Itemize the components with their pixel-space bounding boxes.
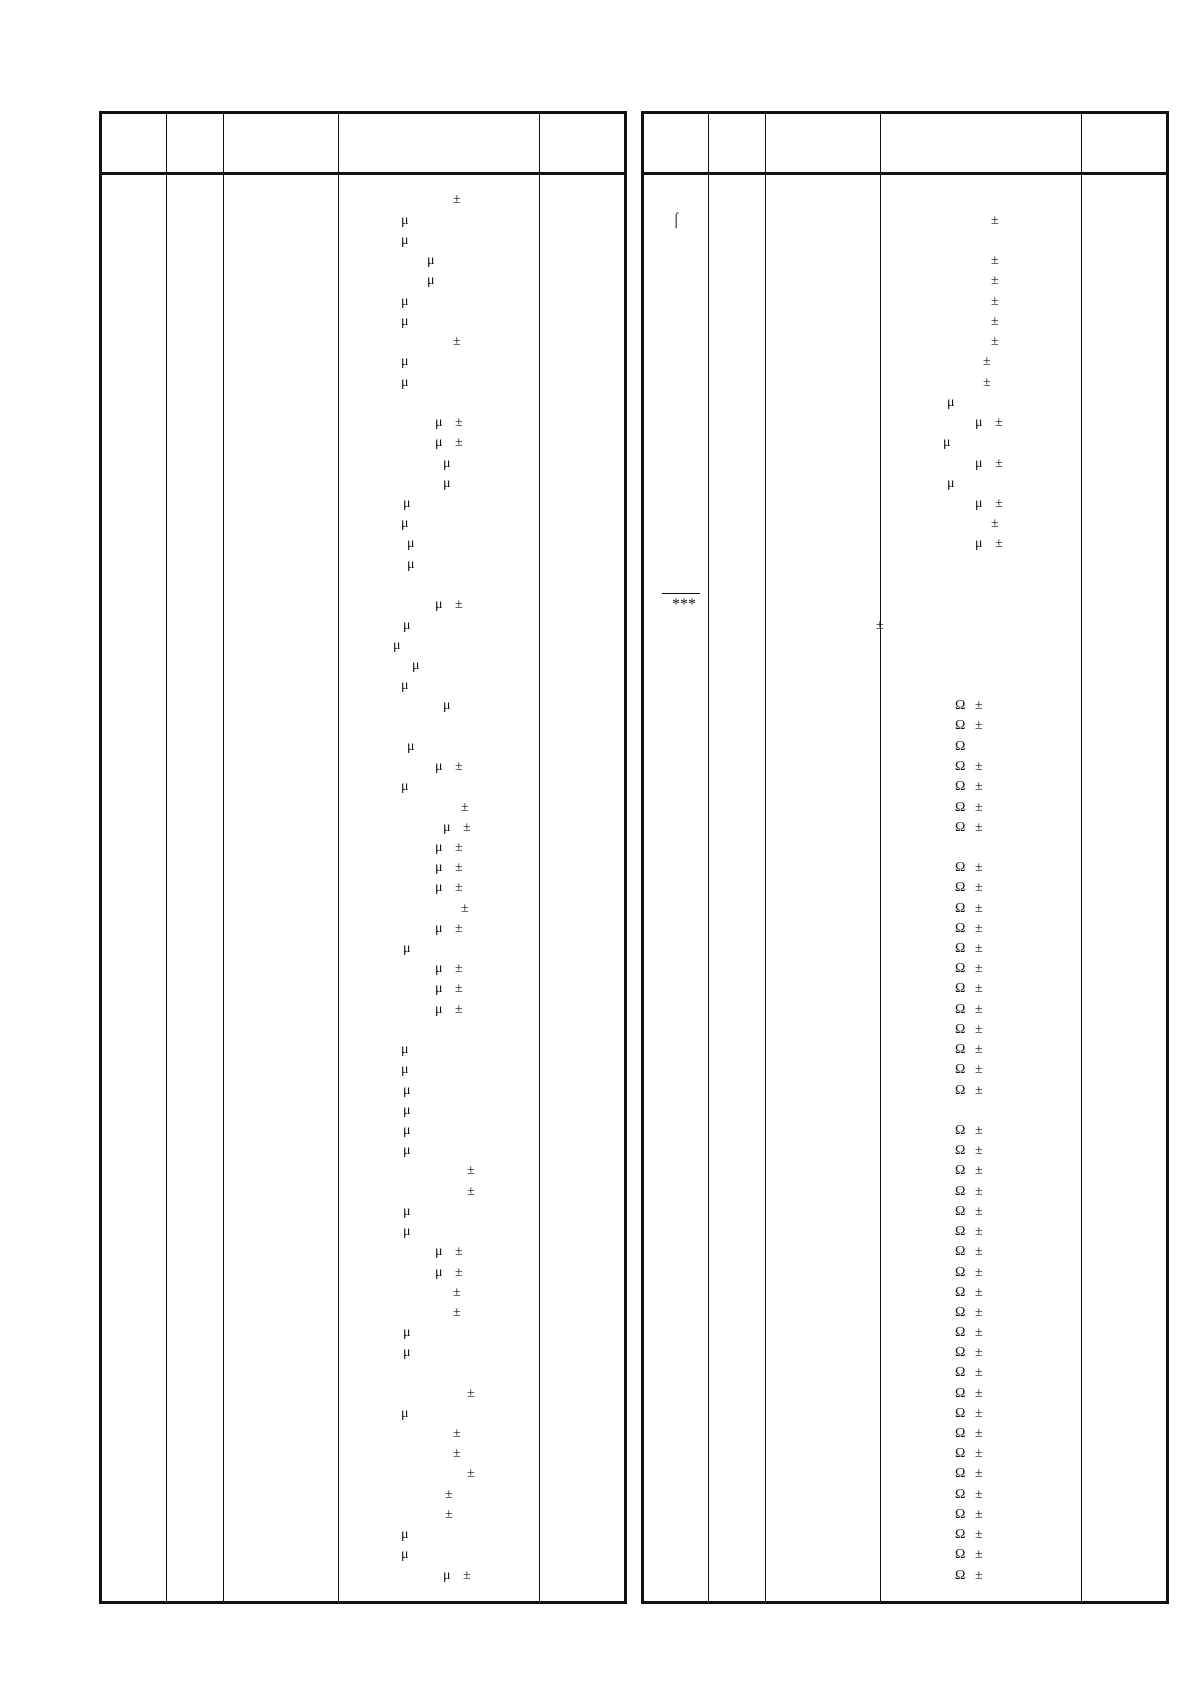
micro-symbol: μ bbox=[975, 456, 983, 471]
plus-minus-symbol: ± bbox=[975, 1386, 983, 1401]
micro-symbol: μ bbox=[975, 496, 983, 511]
plus-minus-symbol: ± bbox=[975, 1487, 983, 1502]
plus-minus-symbol: ± bbox=[975, 1527, 983, 1542]
plus-minus-symbol: ± bbox=[455, 1265, 463, 1280]
micro-symbol: μ bbox=[947, 395, 955, 410]
plus-minus-symbol: ± bbox=[975, 981, 983, 996]
plus-minus-symbol: ± bbox=[975, 860, 983, 875]
stars-note: *** bbox=[672, 596, 696, 613]
micro-symbol: μ bbox=[435, 961, 443, 976]
micro-symbol: μ bbox=[403, 1345, 411, 1360]
plus-minus-symbol: ± bbox=[467, 1163, 475, 1178]
plus-minus-symbol: ± bbox=[975, 1285, 983, 1300]
plus-minus-symbol: ± bbox=[975, 1426, 983, 1441]
plus-minus-symbol: ± bbox=[463, 1568, 471, 1583]
micro-symbol: μ bbox=[443, 1568, 451, 1583]
plus-minus-symbol: ± bbox=[975, 1042, 983, 1057]
micro-symbol: μ bbox=[943, 435, 951, 450]
micro-symbol: μ bbox=[403, 496, 411, 511]
plus-minus-symbol: ± bbox=[975, 759, 983, 774]
ohm-symbol: Ω bbox=[955, 1466, 966, 1481]
plus-minus-symbol: ± bbox=[467, 1466, 475, 1481]
integral-symbol: ⌠ bbox=[672, 213, 681, 228]
ohm-symbol: Ω bbox=[955, 1244, 966, 1259]
plus-minus-symbol: ± bbox=[461, 800, 469, 815]
micro-symbol: μ bbox=[403, 1103, 411, 1118]
plus-minus-symbol: ± bbox=[467, 1386, 475, 1401]
micro-symbol: μ bbox=[403, 941, 411, 956]
plus-minus-symbol: ± bbox=[975, 1163, 983, 1178]
micro-symbol: μ bbox=[435, 921, 443, 936]
plus-minus-symbol: ± bbox=[455, 435, 463, 450]
plus-minus-symbol: ± bbox=[975, 1466, 983, 1481]
plus-minus-symbol: ± bbox=[975, 1406, 983, 1421]
micro-symbol: μ bbox=[401, 233, 409, 248]
micro-symbol: μ bbox=[435, 880, 443, 895]
plus-minus-symbol: ± bbox=[453, 192, 461, 207]
micro-symbol: μ bbox=[412, 658, 420, 673]
ohm-symbol: Ω bbox=[955, 1265, 966, 1280]
micro-symbol: μ bbox=[401, 1547, 409, 1562]
ohm-symbol: Ω bbox=[955, 860, 966, 875]
micro-symbol: μ bbox=[435, 415, 443, 430]
plus-minus-symbol: ± bbox=[975, 1143, 983, 1158]
plus-minus-symbol: ± bbox=[995, 415, 1003, 430]
plus-minus-symbol: ± bbox=[455, 981, 463, 996]
plus-minus-symbol: ± bbox=[455, 1244, 463, 1259]
ohm-symbol: Ω bbox=[955, 1062, 966, 1077]
column-divider bbox=[166, 114, 167, 1601]
micro-symbol: μ bbox=[435, 759, 443, 774]
plus-minus-symbol: ± bbox=[463, 820, 471, 835]
ohm-symbol: Ω bbox=[955, 718, 966, 733]
micro-symbol: μ bbox=[403, 1204, 411, 1219]
ohm-symbol: Ω bbox=[955, 820, 966, 835]
plus-minus-symbol: ± bbox=[975, 1345, 983, 1360]
micro-symbol: μ bbox=[975, 536, 983, 551]
right-table-panel bbox=[641, 111, 1169, 1604]
ohm-symbol: Ω bbox=[955, 1285, 966, 1300]
ohm-symbol: Ω bbox=[955, 880, 966, 895]
ohm-symbol: Ω bbox=[955, 1527, 966, 1542]
plus-minus-symbol: ± bbox=[445, 1507, 453, 1522]
ohm-symbol: Ω bbox=[955, 1547, 966, 1562]
ohm-symbol: Ω bbox=[955, 1406, 966, 1421]
plus-minus-symbol: ± bbox=[455, 860, 463, 875]
column-divider bbox=[1081, 114, 1082, 1601]
left-table-panel bbox=[99, 111, 627, 1604]
ohm-symbol: Ω bbox=[955, 1224, 966, 1239]
plus-minus-symbol: ± bbox=[445, 1487, 453, 1502]
plus-minus-symbol: ± bbox=[453, 1305, 461, 1320]
micro-symbol: μ bbox=[401, 1527, 409, 1542]
micro-symbol: μ bbox=[443, 820, 451, 835]
micro-symbol: μ bbox=[435, 981, 443, 996]
plus-minus-symbol: ± bbox=[975, 1083, 983, 1098]
header-divider bbox=[644, 172, 1166, 175]
micro-symbol: μ bbox=[401, 516, 409, 531]
ohm-symbol: Ω bbox=[955, 941, 966, 956]
plus-minus-symbol: ± bbox=[975, 1568, 983, 1583]
plus-minus-symbol: ± bbox=[975, 800, 983, 815]
micro-symbol: μ bbox=[403, 1224, 411, 1239]
plus-minus-symbol: ± bbox=[455, 921, 463, 936]
plus-minus-symbol: ± bbox=[975, 1204, 983, 1219]
plus-minus-symbol: ± bbox=[455, 1002, 463, 1017]
ohm-symbol: Ω bbox=[955, 698, 966, 713]
plus-minus-symbol: ± bbox=[975, 1184, 983, 1199]
ohm-symbol: Ω bbox=[955, 1002, 966, 1017]
plus-minus-symbol: ± bbox=[975, 779, 983, 794]
plus-minus-symbol: ± bbox=[991, 314, 999, 329]
column-divider bbox=[539, 114, 540, 1601]
stars-overline bbox=[662, 593, 700, 594]
plus-minus-symbol: ± bbox=[975, 1365, 983, 1380]
plus-minus-symbol: ± bbox=[975, 698, 983, 713]
ohm-symbol: Ω bbox=[955, 1345, 966, 1360]
plus-minus-symbol: ± bbox=[975, 1022, 983, 1037]
plus-minus-symbol: ± bbox=[975, 880, 983, 895]
micro-symbol: μ bbox=[947, 476, 955, 491]
micro-symbol: μ bbox=[401, 1406, 409, 1421]
plus-minus-symbol: ± bbox=[991, 273, 999, 288]
ohm-symbol: Ω bbox=[955, 1426, 966, 1441]
column-divider bbox=[880, 114, 881, 1601]
ohm-symbol: Ω bbox=[955, 1204, 966, 1219]
plus-minus-symbol: ± bbox=[983, 375, 991, 390]
plus-minus-symbol: ± bbox=[975, 718, 983, 733]
ohm-symbol: Ω bbox=[955, 739, 966, 754]
plus-minus-symbol: ± bbox=[991, 253, 999, 268]
plus-minus-symbol: ± bbox=[467, 1184, 475, 1199]
micro-symbol: μ bbox=[407, 557, 415, 572]
ohm-symbol: Ω bbox=[955, 1365, 966, 1380]
ohm-symbol: Ω bbox=[955, 1184, 966, 1199]
column-divider bbox=[765, 114, 766, 1601]
ohm-symbol: Ω bbox=[955, 1568, 966, 1583]
micro-symbol: μ bbox=[393, 638, 401, 653]
micro-symbol: μ bbox=[403, 1325, 411, 1340]
plus-minus-symbol: ± bbox=[975, 1547, 983, 1562]
plus-minus-symbol: ± bbox=[991, 516, 999, 531]
micro-symbol: μ bbox=[435, 840, 443, 855]
plus-minus-symbol: ± bbox=[995, 456, 1003, 471]
micro-symbol: μ bbox=[443, 456, 451, 471]
plus-minus-symbol: ± bbox=[453, 1446, 461, 1461]
micro-symbol: μ bbox=[435, 435, 443, 450]
plus-minus-symbol: ± bbox=[991, 213, 999, 228]
micro-symbol: μ bbox=[403, 1143, 411, 1158]
column-divider bbox=[338, 114, 339, 1601]
plus-minus-symbol: ± bbox=[975, 1123, 983, 1138]
micro-symbol: μ bbox=[401, 1042, 409, 1057]
plus-minus-symbol: ± bbox=[975, 1244, 983, 1259]
plus-minus-symbol: ± bbox=[453, 334, 461, 349]
plus-minus-symbol: ± bbox=[975, 961, 983, 976]
ohm-symbol: Ω bbox=[955, 1143, 966, 1158]
plus-minus-symbol: ± bbox=[455, 759, 463, 774]
ohm-symbol: Ω bbox=[955, 1487, 966, 1502]
ohm-symbol: Ω bbox=[955, 961, 966, 976]
micro-symbol: μ bbox=[401, 375, 409, 390]
micro-symbol: μ bbox=[975, 415, 983, 430]
column-divider bbox=[223, 114, 224, 1601]
plus-minus-symbol: ± bbox=[455, 415, 463, 430]
plus-minus-symbol: ± bbox=[455, 597, 463, 612]
micro-symbol: μ bbox=[443, 698, 451, 713]
micro-symbol: μ bbox=[435, 1002, 443, 1017]
micro-symbol: μ bbox=[427, 273, 435, 288]
plus-minus-symbol: ± bbox=[975, 1224, 983, 1239]
ohm-symbol: Ω bbox=[955, 1163, 966, 1178]
ohm-symbol: Ω bbox=[955, 779, 966, 794]
micro-symbol: μ bbox=[401, 213, 409, 228]
column-divider bbox=[708, 114, 709, 1601]
plus-minus-symbol: ± bbox=[975, 1446, 983, 1461]
plus-minus-symbol: ± bbox=[453, 1426, 461, 1441]
plus-minus-symbol: ± bbox=[455, 840, 463, 855]
ohm-symbol: Ω bbox=[955, 1083, 966, 1098]
plus-minus-symbol: ± bbox=[975, 1325, 983, 1340]
plus-minus-symbol: ± bbox=[983, 354, 991, 369]
plus-minus-symbol: ± bbox=[453, 1285, 461, 1300]
micro-symbol: μ bbox=[401, 779, 409, 794]
ohm-symbol: Ω bbox=[955, 1305, 966, 1320]
plus-minus-symbol: ± bbox=[455, 880, 463, 895]
plus-minus-symbol: ± bbox=[975, 901, 983, 916]
plus-minus-symbol: ± bbox=[991, 334, 999, 349]
plus-minus-symbol: ± bbox=[461, 901, 469, 916]
plus-minus-symbol: ± bbox=[975, 941, 983, 956]
plus-minus-symbol: ± bbox=[995, 496, 1003, 511]
micro-symbol: μ bbox=[407, 739, 415, 754]
ohm-symbol: Ω bbox=[955, 1507, 966, 1522]
micro-symbol: μ bbox=[403, 618, 411, 633]
micro-symbol: μ bbox=[401, 314, 409, 329]
ohm-symbol: Ω bbox=[955, 800, 966, 815]
micro-symbol: μ bbox=[407, 536, 415, 551]
micro-symbol: μ bbox=[435, 860, 443, 875]
micro-symbol: μ bbox=[435, 1244, 443, 1259]
plus-minus-symbol: ± bbox=[995, 536, 1003, 551]
plus-minus-symbol: ± bbox=[975, 1002, 983, 1017]
ohm-symbol: Ω bbox=[955, 1446, 966, 1461]
plus-minus-symbol: ± bbox=[975, 1507, 983, 1522]
micro-symbol: μ bbox=[443, 476, 451, 491]
ohm-symbol: Ω bbox=[955, 1325, 966, 1340]
plus-minus-symbol: ± bbox=[876, 618, 884, 633]
plus-minus-symbol: ± bbox=[455, 961, 463, 976]
micro-symbol: μ bbox=[435, 1265, 443, 1280]
micro-symbol: μ bbox=[401, 678, 409, 693]
ohm-symbol: Ω bbox=[955, 921, 966, 936]
ohm-symbol: Ω bbox=[955, 901, 966, 916]
ohm-symbol: Ω bbox=[955, 981, 966, 996]
micro-symbol: μ bbox=[435, 597, 443, 612]
micro-symbol: μ bbox=[403, 1123, 411, 1138]
micro-symbol: μ bbox=[401, 1062, 409, 1077]
micro-symbol: μ bbox=[427, 253, 435, 268]
plus-minus-symbol: ± bbox=[975, 820, 983, 835]
plus-minus-symbol: ± bbox=[975, 921, 983, 936]
ohm-symbol: Ω bbox=[955, 1022, 966, 1037]
plus-minus-symbol: ± bbox=[991, 294, 999, 309]
ohm-symbol: Ω bbox=[955, 1042, 966, 1057]
ohm-symbol: Ω bbox=[955, 1123, 966, 1138]
header-divider bbox=[102, 172, 624, 175]
micro-symbol: μ bbox=[403, 1083, 411, 1098]
plus-minus-symbol: ± bbox=[975, 1062, 983, 1077]
plus-minus-symbol: ± bbox=[975, 1265, 983, 1280]
micro-symbol: μ bbox=[401, 354, 409, 369]
micro-symbol: μ bbox=[401, 294, 409, 309]
plus-minus-symbol: ± bbox=[975, 1305, 983, 1320]
ohm-symbol: Ω bbox=[955, 1386, 966, 1401]
ohm-symbol: Ω bbox=[955, 759, 966, 774]
